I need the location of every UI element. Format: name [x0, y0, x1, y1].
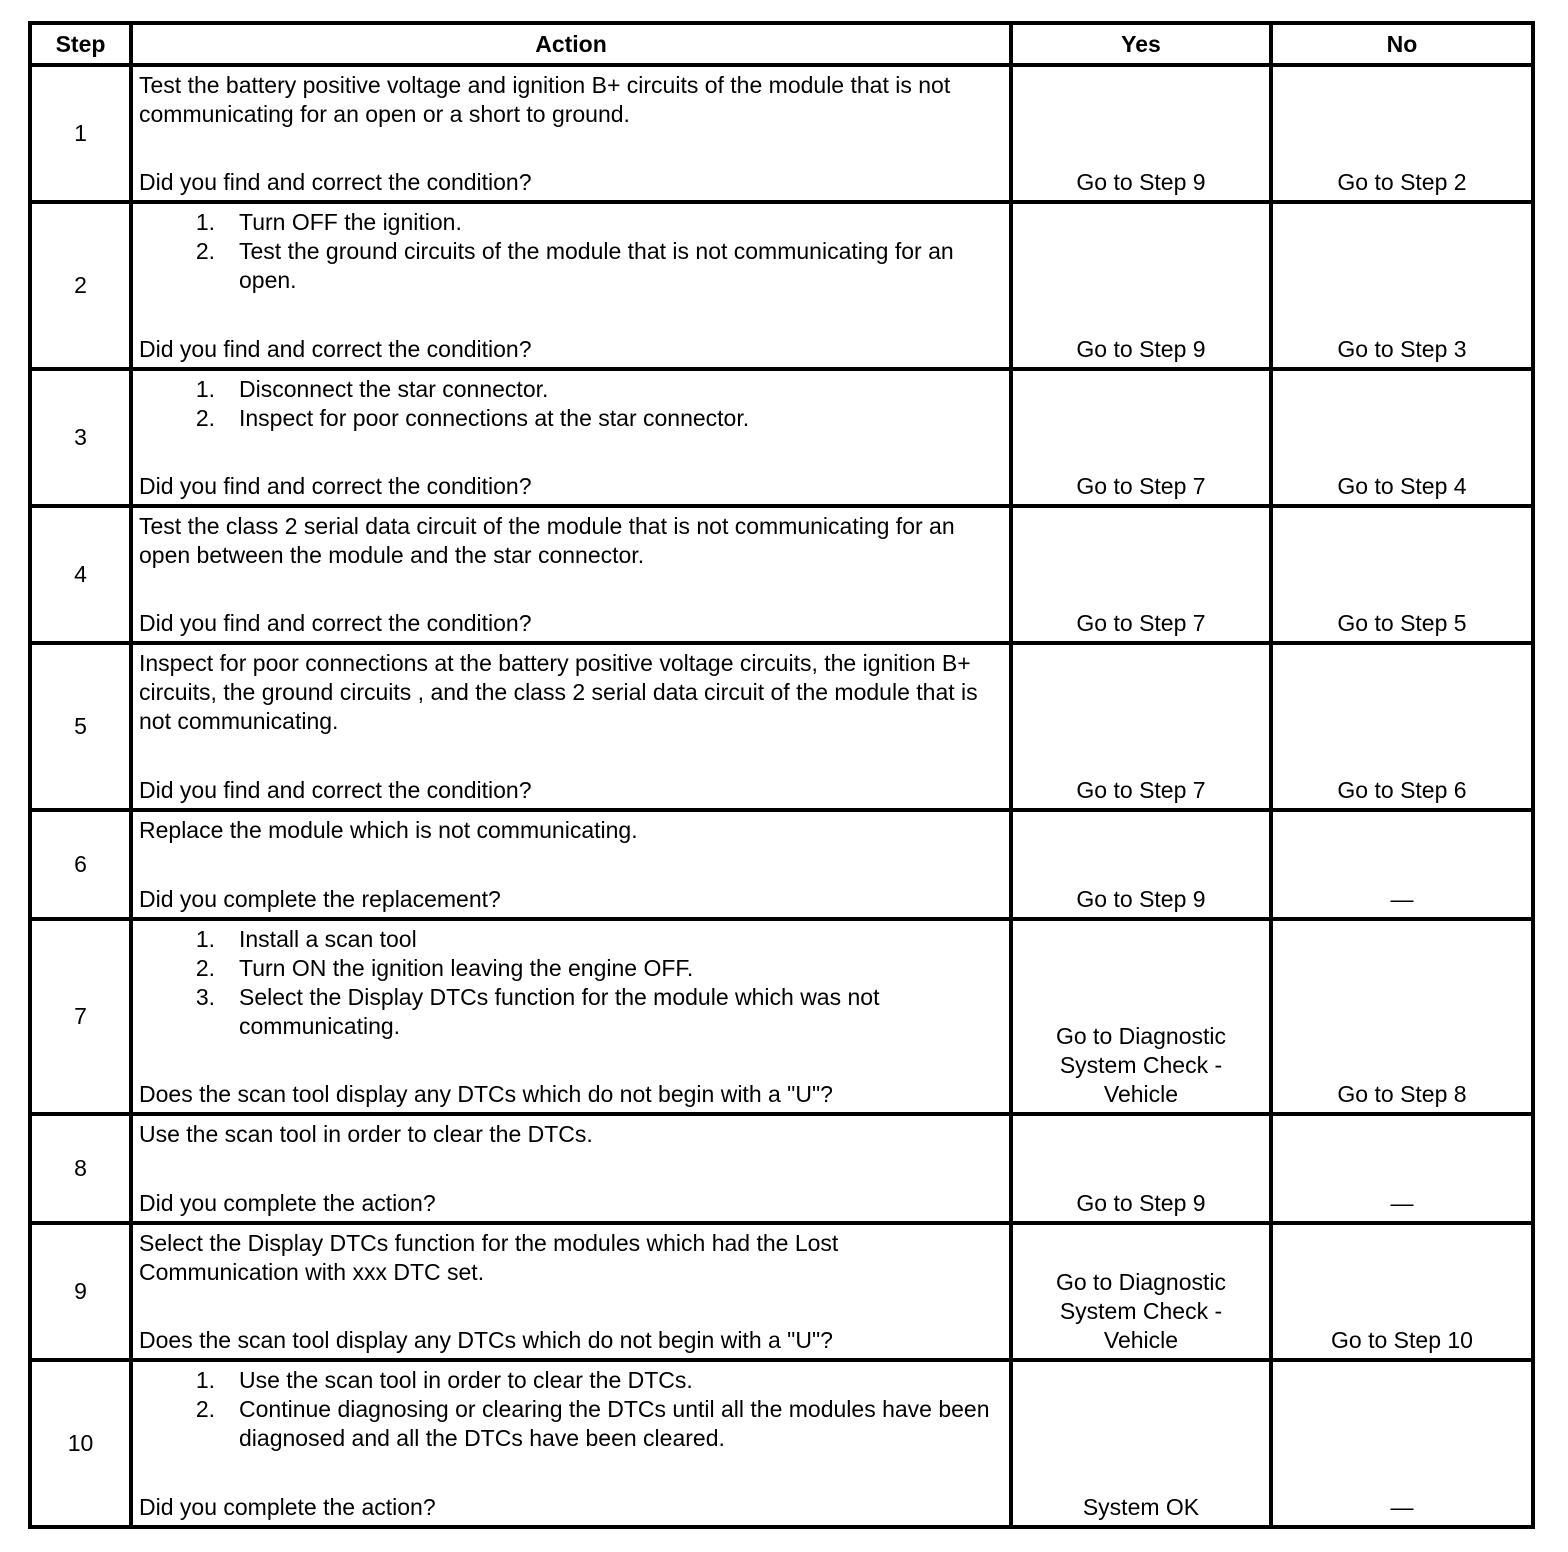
- yes-result: [1011, 1360, 1271, 1527]
- yes-result-text: Go to Step 9: [1076, 886, 1206, 912]
- list-item: [139, 404, 1003, 433]
- list-item: [139, 925, 1003, 954]
- list-item: [139, 1366, 1003, 1395]
- step-number: 9: [30, 1223, 131, 1360]
- yes-result-text: Go to Diagnostic System Check - Vehicle: [1055, 1023, 1227, 1107]
- no-result: —: [1271, 810, 1533, 919]
- table-row: [30, 1223, 1533, 1360]
- list-item-text: Turn ON the ignition leaving the engine OFF.: [239, 955, 694, 981]
- yes-result: [1011, 919, 1271, 1114]
- yes-result-text: Go to Step 7: [1076, 610, 1206, 636]
- no-result: —: [1271, 1114, 1533, 1223]
- list-item-number: 1.: [195, 926, 215, 952]
- action-text: Replace the module which is not communicating.: [139, 817, 638, 843]
- list-item: [139, 375, 1003, 404]
- action-question: Does the scan tool display any DTCs which do not begin with a "U"?: [139, 1327, 833, 1353]
- yes-result-text: Go to Step 9: [1076, 336, 1206, 362]
- action-steps-list: [139, 925, 1003, 1041]
- yes-result: [1011, 369, 1271, 506]
- yes-result: [1011, 643, 1271, 810]
- action-cell: [131, 1114, 1011, 1223]
- action-question: Did you complete the replacement?: [139, 886, 501, 912]
- action-text: Test the class 2 serial data circuit of the module that is not communicating for an open between the module and the star connector.: [139, 513, 955, 568]
- list-item: [139, 1395, 1003, 1453]
- action-question: Did you find and correct the condition?: [139, 473, 532, 499]
- list-item: [139, 237, 1003, 295]
- table-row: [30, 65, 1533, 202]
- table-row: [30, 1360, 1533, 1527]
- list-item-text: Test the ground circuits of the module that is not communicating for an open.: [239, 238, 954, 293]
- action-text: Inspect for poor connections at the battery positive voltage circuits, the ignition B+ circuits, the ground circuits , and the class 2 serial data circuit of the module that is not communicating.: [139, 650, 978, 734]
- action-steps-list: [139, 375, 1003, 433]
- action-question: Did you find and correct the condition?: [139, 169, 532, 195]
- yes-result: [1011, 202, 1271, 369]
- no-result: Go to Step 5: [1271, 506, 1533, 643]
- list-item-text: Continue diagnosing or clearing the DTCs until all the modules have been diagnosed and all the DTCs have been cleared.: [239, 1396, 990, 1451]
- step-number: 10: [30, 1360, 131, 1527]
- action-steps-list: [139, 1366, 1003, 1453]
- action-text: Use the scan tool in order to clear the DTCs.: [139, 1121, 593, 1147]
- step-number: 2: [30, 202, 131, 369]
- step-number: 7: [30, 919, 131, 1114]
- no-result: Go to Step 10: [1271, 1223, 1533, 1360]
- action-question: Did you complete the action?: [139, 1494, 436, 1520]
- yes-result-text: Go to Step 7: [1076, 777, 1206, 803]
- list-item-number: 2.: [195, 1396, 215, 1422]
- action-cell: [131, 1223, 1011, 1360]
- header-yes: Yes: [1011, 23, 1271, 65]
- list-item-number: 2.: [195, 955, 215, 981]
- action-cell: [131, 202, 1011, 369]
- action-cell: [131, 506, 1011, 643]
- action-steps-list: [139, 208, 1003, 295]
- table-row: [30, 369, 1533, 506]
- yes-result-text: Go to Step 9: [1076, 1190, 1206, 1216]
- action-text: Select the Display DTCs function for the modules which had the Lost Communication with xxx DTC set.: [139, 1230, 839, 1285]
- header-row: [30, 23, 1533, 65]
- diagnostic-table: [28, 21, 1535, 1529]
- list-item-text: Use the scan tool in order to clear the DTCs.: [239, 1367, 693, 1393]
- list-item-number: 3.: [195, 984, 215, 1010]
- yes-result: [1011, 1114, 1271, 1223]
- table-row: [30, 506, 1533, 643]
- table-row: [30, 919, 1533, 1114]
- step-number: 5: [30, 643, 131, 810]
- list-item-number: 1.: [195, 376, 215, 402]
- action-question: Did you find and correct the condition?: [139, 777, 532, 803]
- no-result: Go to Step 6: [1271, 643, 1533, 810]
- yes-result: [1011, 810, 1271, 919]
- header-action: Action: [131, 23, 1011, 65]
- step-number: 3: [30, 369, 131, 506]
- step-number: 1: [30, 65, 131, 202]
- list-item-text: Select the Display DTCs function for the module which was not communicating.: [239, 984, 880, 1039]
- yes-result: [1011, 65, 1271, 202]
- list-item-text: Disconnect the star connector.: [239, 376, 549, 402]
- list-item-number: 1.: [195, 209, 215, 235]
- action-question: Did you find and correct the condition?: [139, 336, 532, 362]
- header-no: No: [1271, 23, 1533, 65]
- table-row: [30, 202, 1533, 369]
- action-cell: [131, 643, 1011, 810]
- table-row: [30, 810, 1533, 919]
- action-cell: [131, 919, 1011, 1114]
- no-result: —: [1271, 1360, 1533, 1527]
- step-number: 4: [30, 506, 131, 643]
- no-result: Go to Step 3: [1271, 202, 1533, 369]
- yes-result-text: Go to Step 9: [1076, 169, 1206, 195]
- list-item-number: 2.: [195, 405, 215, 431]
- list-item: [139, 208, 1003, 237]
- step-number: 6: [30, 810, 131, 919]
- list-item-text: Inspect for poor connections at the star connector.: [239, 405, 750, 431]
- no-result: Go to Step 2: [1271, 65, 1533, 202]
- yes-result-text: System OK: [1082, 1494, 1200, 1520]
- list-item-text: Install a scan tool: [239, 926, 417, 952]
- yes-result-text: Go to Step 7: [1076, 473, 1206, 499]
- yes-result: [1011, 1223, 1271, 1360]
- action-cell: [131, 810, 1011, 919]
- list-item-number: 2.: [195, 238, 215, 264]
- list-item: [139, 983, 1003, 1041]
- action-question: Did you find and correct the condition?: [139, 610, 532, 636]
- step-number: 8: [30, 1114, 131, 1223]
- table-row: [30, 643, 1533, 810]
- action-cell: [131, 65, 1011, 202]
- header-step: Step: [30, 23, 131, 65]
- no-result: Go to Step 8: [1271, 919, 1533, 1114]
- table-row: [30, 1114, 1533, 1223]
- list-item: [139, 954, 1003, 983]
- yes-result-text: Go to Diagnostic System Check - Vehicle: [1055, 1269, 1227, 1353]
- action-text: Test the battery positive voltage and ignition B+ circuits of the module that is not communicating for an open or a short to ground.: [139, 72, 951, 127]
- action-cell: [131, 1360, 1011, 1527]
- action-question: Does the scan tool display any DTCs which do not begin with a "U"?: [139, 1081, 833, 1107]
- list-item-number: 1.: [195, 1367, 215, 1393]
- action-cell: [131, 369, 1011, 506]
- yes-result: [1011, 506, 1271, 643]
- no-result: Go to Step 4: [1271, 369, 1533, 506]
- list-item-text: Turn OFF the ignition.: [239, 209, 462, 235]
- action-question: Did you complete the action?: [139, 1190, 436, 1216]
